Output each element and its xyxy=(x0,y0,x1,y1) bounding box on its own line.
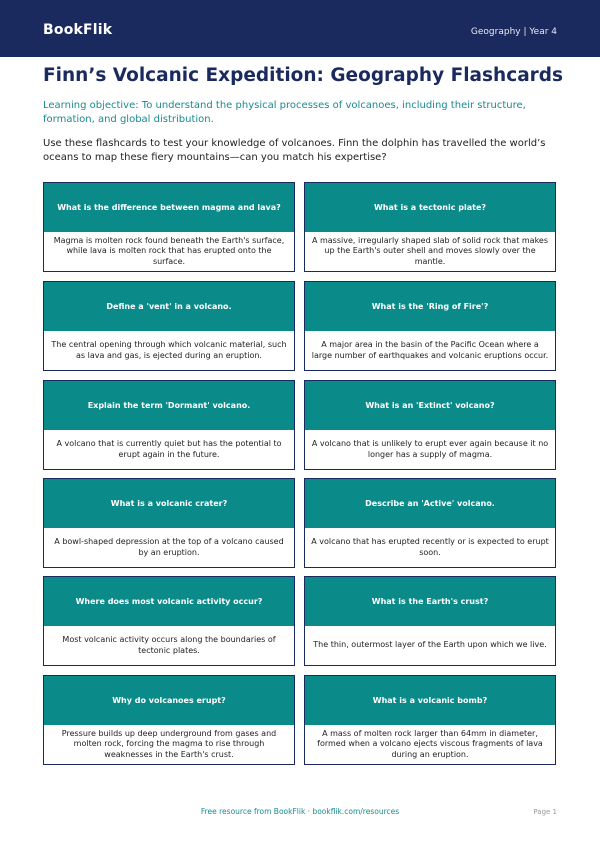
flashcard[interactable] xyxy=(43,380,295,470)
flashcard-answer: A massive, irregularly shaped slab of solid rock that makes up the Earth's outer shell and moves slowly over the mantle. xyxy=(311,235,549,266)
flashcard[interactable] xyxy=(43,576,295,666)
flashcard-question: Explain the term 'Dormant' volcano. xyxy=(44,381,294,430)
flashcard-question: What is the Earth's crust? xyxy=(305,577,555,626)
page-header xyxy=(0,0,600,57)
intro-text: Use these flashcards to test your knowledge of volcanoes. Finn the dolphin has travelled the world’s oceans to map these fiery mountains—can you match his expertise? xyxy=(43,138,546,163)
flashcard[interactable] xyxy=(43,182,295,272)
flashcard[interactable] xyxy=(43,675,295,765)
flashcard[interactable] xyxy=(43,478,295,568)
flashcard-question: What is a tectonic plate? xyxy=(305,183,555,232)
flashcard[interactable] xyxy=(304,182,556,272)
flashcard-question: Where does most volcanic activity occur? xyxy=(44,577,294,626)
flashcard-answer: Magma is molten rock found beneath the Earth's surface, while lava is molten rock that has erupted onto the surface. xyxy=(53,235,285,266)
flashcard-question: Describe an 'Active' volcano. xyxy=(305,479,555,528)
flashcard[interactable] xyxy=(43,281,295,371)
flashcard-answer: A volcano that has erupted recently or is expected to erupt soon. xyxy=(311,537,549,557)
page-title: Finn’s Volcanic Expedition: Geography Flashcards xyxy=(43,65,564,86)
flashcard-question: Define a 'vent' in a volcano. xyxy=(44,282,294,331)
page-number: Page 1 xyxy=(533,808,557,816)
flashcard-question: What is a volcanic crater? xyxy=(44,479,294,528)
flashcard-question: Why do volcanoes erupt? xyxy=(44,676,294,725)
flashcard[interactable] xyxy=(304,380,556,470)
flashcard[interactable] xyxy=(304,478,556,568)
brand-logo[interactable]: BookFlik xyxy=(43,22,113,38)
flashcard-answer: A volcano that is unlikely to erupt ever again because it no longer has a supply of magma. xyxy=(311,439,549,459)
flashcard-answer: Most volcanic activity occurs along the boundaries of tectonic plates. xyxy=(62,635,276,655)
flashcard-answer: A major area in the basin of the Pacific Ocean where a large number of earthquakes and volcanic eruptions occur. xyxy=(311,340,549,360)
flashcard-question: What is an 'Extinct' volcano? xyxy=(305,381,555,430)
flashcard-question: What is the 'Ring of Fire'? xyxy=(305,282,555,331)
flashcard-answer: A mass of molten rock larger than 64mm in diameter, formed when a volcano ejects viscous fragments of lava during an eruption. xyxy=(317,728,543,759)
flashcard-question: What is the difference between magma and lava? xyxy=(44,183,294,232)
flashcard[interactable] xyxy=(304,675,556,765)
footer-link[interactable]: Free resource from BookFlik · bookflik.com/resources xyxy=(200,807,400,816)
flashcard[interactable] xyxy=(304,281,556,371)
flashcard-answer: A volcano that is currently quiet but has the potential to erupt again in the future. xyxy=(56,439,282,459)
flashcard[interactable] xyxy=(304,576,556,666)
flashcard-question: What is a volcanic bomb? xyxy=(305,676,555,725)
flashcard-answer: The thin, outermost layer of the Earth upon which we live. xyxy=(313,640,547,650)
learning-objective: Learning objective: To understand the physical processes of volcanoes, including their structure, formation, and global distribution. xyxy=(43,100,526,125)
flashcard-answer: Pressure builds up deep underground from gases and molten rock, forcing the magma to rise through weaknesses in the Earth's crust. xyxy=(61,728,277,759)
subject-year-label: Geography | Year 4 xyxy=(470,27,557,37)
flashcard-answer: The central opening through which volcanic material, such as lava and gas, is ejected during an eruption. xyxy=(51,340,287,360)
flashcard-answer: A bowl-shaped depression at the top of a volcano caused by an eruption. xyxy=(54,537,284,557)
